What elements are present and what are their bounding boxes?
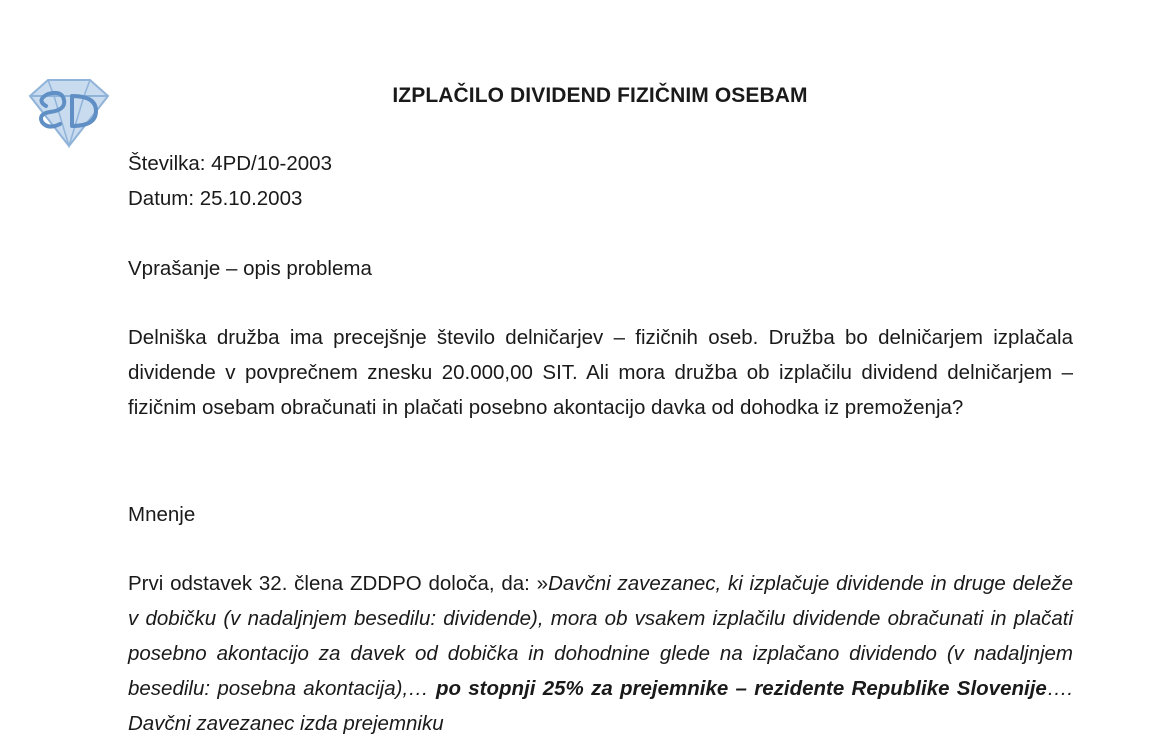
opinion-paragraph bbox=[128, 566, 1073, 741]
document-title: IZPLAČILO DIVIDEND FIZIČNIM OSEBAM bbox=[392, 84, 808, 107]
question-text: Delniška družba ima precejšnje število delničarjev – fizičnih oseb. Družba bo delničarjem izplačala dividende v povprečnem znesku 20.000,00 SIT. Ali mora družba ob izplačilu dividend delničarjem – fizičnim osebam obračunati in plačati posebno akontacijo davka od dohodka iz premoženja? bbox=[128, 326, 1073, 419]
document-date: Datum: 25.10.2003 bbox=[128, 187, 303, 210]
document-number: Številka: 4PD/10-2003 bbox=[128, 152, 332, 175]
opinion-quote: Davčni zavezanec, ki izplačuje dividende in druge deleže v dobičku (v nadaljnjem besedilu: dividende), mora ob vsakem izplačilu dividende obračunati in plačati posebno akontacijo za davek od dobička in dohodnine glede na izplačano dividendo (v nadaljnjem besedilu: posebna akontacija),… bbox=[128, 572, 1073, 700]
section-heading-question: Vprašanje – opis problema bbox=[128, 257, 372, 280]
opinion-tail: …. Davčni zavezanec izda prejemniku bbox=[128, 677, 1074, 735]
question-paragraph bbox=[128, 320, 1073, 425]
section-heading-opinion: Mnenje bbox=[128, 503, 196, 526]
opinion-bold-rate: po stopnji 25% za prejemnike – rezidente Republike Slovenije bbox=[435, 677, 1047, 700]
opinion-intro: Prvi odstavek 32. člena ZDDPO določa, da: » bbox=[128, 572, 549, 595]
